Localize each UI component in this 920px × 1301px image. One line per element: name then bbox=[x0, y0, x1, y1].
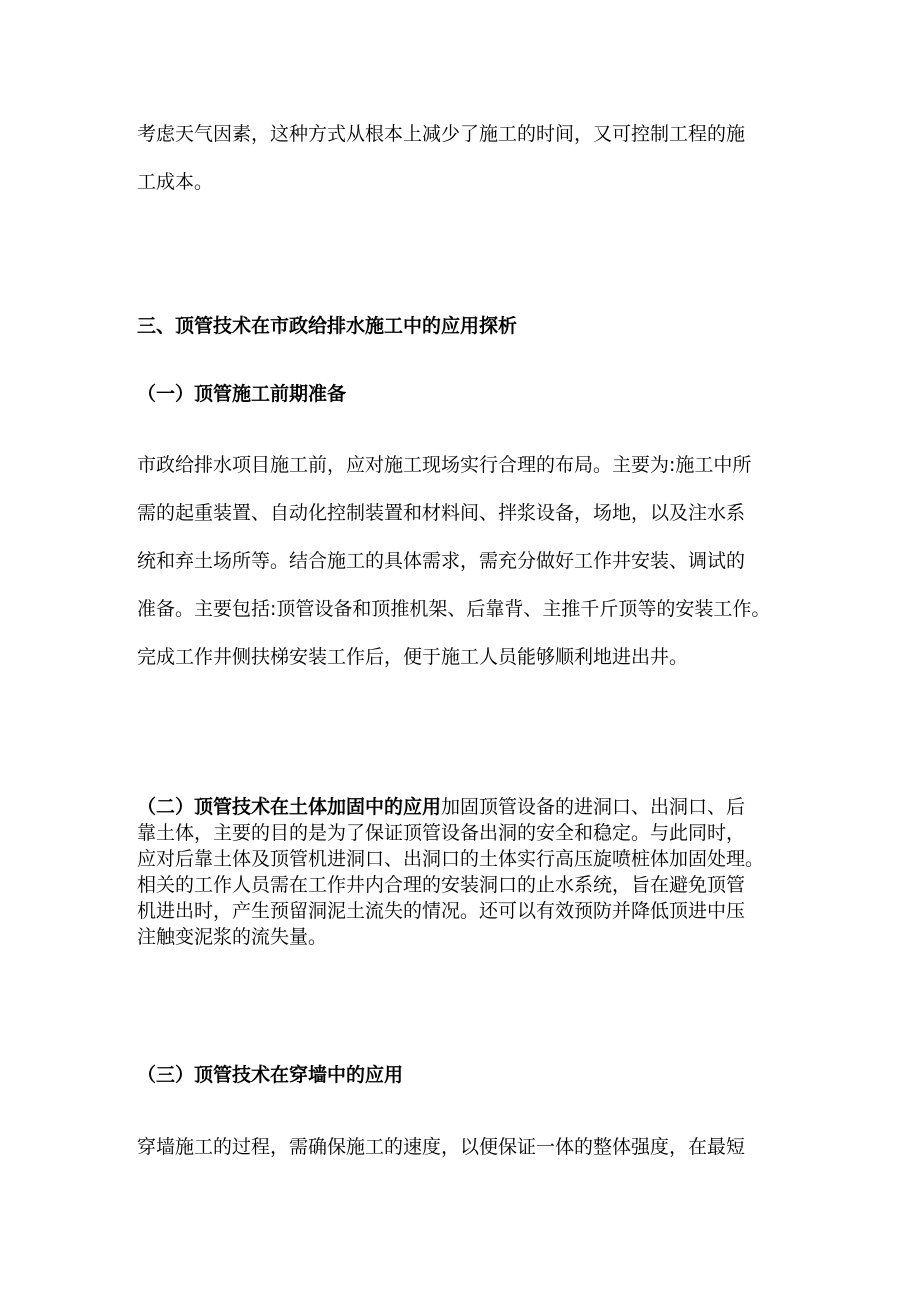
subsection-heading: （一）顶管施工前期准备 bbox=[137, 383, 347, 405]
paragraph-line: 考虑天气因素，这种方式从根本上减少了施工的时间，又可控制工程的施 bbox=[137, 123, 746, 145]
paragraph-line: 市政给排水项目施工前，应对施工现场实行合理的布局。主要为:施工中所 bbox=[137, 454, 752, 476]
paragraph-line: 机进出时，产生预留洞泥土流失的情况。还可以有效预防并降低顶进中压 bbox=[137, 900, 746, 922]
paragraph-line: 注触变泥浆的流失量。 bbox=[137, 926, 328, 948]
paragraph-line: 穿墙施工的过程，需确保施工的速度，以便保证一体的整体强度，在最短 bbox=[137, 1136, 746, 1158]
paragraph-line: 统和弃土场所等。结合施工的具体需求，需充分做好工作井安装、调试的 bbox=[137, 550, 746, 572]
subsection-heading: （三）顶管技术在穿墙中的应用 bbox=[137, 1064, 404, 1086]
paragraph-line: 需的起重装置、自动化控制装置和材料间、拌浆设备，场地，以及注水系 bbox=[137, 502, 746, 524]
paragraph-line: 工成本。 bbox=[137, 171, 214, 193]
paragraph-text: 加固顶管设备的进洞口、出洞口、后 bbox=[441, 796, 746, 818]
paragraph-line: 准备。主要包括:顶管设备和顶推机架、后靠背、主推千斤顶等的安装工作。 bbox=[137, 598, 771, 620]
paragraph-line: 完成工作井侧扶梯安装工作后，便于施工人员能够顺利地进出井。 bbox=[137, 646, 689, 668]
paragraph-line: 应对后靠土体及顶管机进洞口、出洞口的土体实行高压旋喷桩体加固处理。 bbox=[137, 848, 765, 870]
subsection-heading: （二）顶管技术在土体加固中的应用 bbox=[137, 796, 442, 818]
paragraph-line: 靠土体，主要的目的是为了保证顶管设备出洞的安全和稳定。与此同时， bbox=[137, 822, 746, 844]
paragraph-line: 相关的工作人员需在工作井内合理的安装洞口的止水系统，旨在避免顶管 bbox=[137, 874, 746, 896]
section-heading: 三、顶管技术在市政给排水施工中的应用探析 bbox=[137, 315, 518, 337]
paragraph-line bbox=[137, 794, 745, 820]
